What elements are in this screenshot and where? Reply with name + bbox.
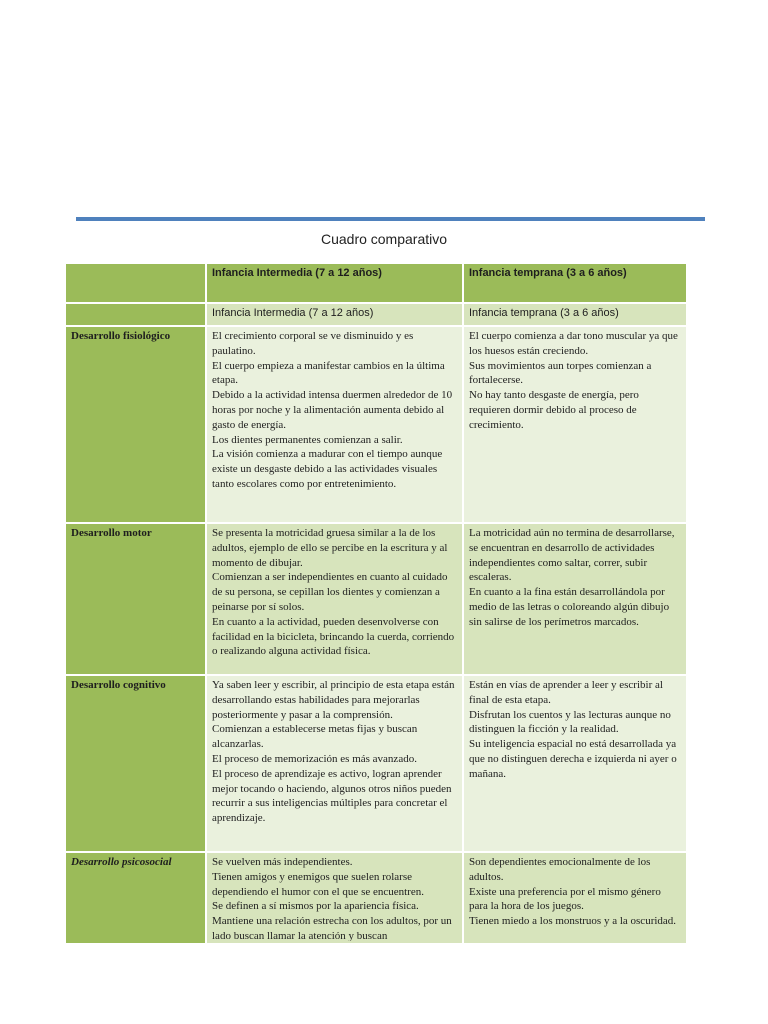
cell-line: Ya saben leer y escribir, al principio de esta etapa están desarrollando estas habilidades para mejorarlas posteriormente y pasar a la comprensión. <box>212 679 455 721</box>
document-title: Cuadro comparativo <box>320 231 448 247</box>
cell-intermedia <box>206 326 463 523</box>
cell-line: No hay tanto desgaste de energía, pero requieren dormir debido al proceso de crecimiento. <box>469 389 639 431</box>
cell-clip <box>212 855 457 941</box>
table-row-cognitivo <box>65 675 687 852</box>
cell-line: Comienzan a ser independientes en cuanto al cuidado de su persona, se cepillan los dientes y comienzan a peinarse por sí solos. <box>212 571 448 613</box>
row-label: Desarrollo fisiológico <box>65 326 206 523</box>
subheader-col-temprana: Infancia temprana (3 a 6 años) <box>463 303 687 326</box>
table-row-motor <box>65 523 687 675</box>
cell-line: Se vuelven más independientes. <box>212 856 353 868</box>
cell-intermedia <box>206 852 463 944</box>
cell-temprana <box>463 326 687 523</box>
cell-line: En cuanto a la fina están desarrollándola por medio de las letras o coloreando algún dibujo sin salirse de los perímetros marcados. <box>469 586 670 628</box>
subheader-empty-cell <box>65 303 206 326</box>
row-label: Desarrollo psicosocial <box>65 852 206 944</box>
cell-temprana <box>463 852 687 944</box>
cell-line: El cuerpo empieza a manifestar cambios en la última etapa. <box>212 359 445 387</box>
header-empty-cell <box>65 263 206 303</box>
cell-line: Los dientes permanentes comienzan a salir. <box>212 433 403 446</box>
cell-line: Se presenta la motricidad gruesa similar a la de los adultos, ejemplo de ello se percibe en la escritura y al momento de dibujar. <box>212 527 448 569</box>
cell-line: Su inteligencia espacial no está desarrollada ya que no distinguen derecha e izquierda ni ayer o mañana. <box>469 738 677 780</box>
header-col-intermedia: Infancia Intermedia (7 a 12 años) <box>206 263 463 303</box>
cell-line: El proceso de aprendizaje es activo, logran aprender mejor tocando o haciendo, algunos otros niños pueden recurrir a sus inteligencias múltiples para concretar el aprendizaje. <box>212 767 452 825</box>
cell-temprana <box>463 523 687 675</box>
cell-line: El crecimiento corporal se ve disminuido y es paulatino. <box>212 330 414 357</box>
cell-line: Existe una preferencia por el mismo género para la hora de los juegos. <box>469 885 661 913</box>
subheader-col-intermedia: Infancia Intermedia (7 a 12 años) <box>206 303 463 326</box>
cell-line: Sus movimientos aun torpes comienzan a fortalecerse. <box>469 359 652 387</box>
cell-line: La visión comienza a madurar con el tiempo aunque existe un desgaste debido a las actividades visuales tanto escolares como por entretenimiento. <box>212 448 443 490</box>
cell-line: Están en vías de aprender a leer y escribir al final de esta etapa. <box>469 679 663 706</box>
cell-intermedia <box>206 675 463 852</box>
cell-temprana <box>463 675 687 852</box>
cell-line: Tienen miedo a los monstruos y a la oscuridad. <box>469 915 677 928</box>
row-label: Desarrollo cognitivo <box>65 675 206 852</box>
cell-line: El proceso de memorización es más avanzado. <box>212 752 417 765</box>
cell-line: Comienzan a establecerse metas fijas y buscan alcanzarlas. <box>212 723 418 751</box>
cell-line: Tienen amigos y enemigos que suelen rolarse dependiendo el humor con el que se encuentren. <box>212 870 424 898</box>
table-row-psicosocial <box>65 852 687 944</box>
row-label: Desarrollo motor <box>65 523 206 675</box>
cell-line: Mantiene una relación estrecha con los adultos, por un lado buscan llamar la atención y buscan <box>212 915 452 941</box>
table-header-row <box>65 263 687 303</box>
cell-line: Son dependientes emocionalmente de los adultos. <box>469 856 651 883</box>
cell-line: La motricidad aún no termina de desarrollarse, se encuentran en desarrollo de actividades independientes como saltar, correr, subir escaleras. <box>469 527 675 584</box>
cell-intermedia <box>206 523 463 675</box>
cell-line: Debido a la actividad intensa duermen alrededor de 10 horas por noche y la alimentación aumenta debido al gasto de energía. <box>212 389 453 431</box>
header-rule <box>76 217 705 221</box>
cell-line: Disfrutan los cuentos y las lecturas aunque no distinguen la ficción y la realidad. <box>469 708 671 736</box>
comparison-table <box>64 262 688 945</box>
cell-clip <box>469 855 681 941</box>
cell-line: Se definen a sí mismos por la apariencia física. <box>212 900 419 913</box>
header-col-temprana: Infancia temprana (3 a 6 años) <box>463 263 687 303</box>
table-row-fisiologico <box>65 326 687 523</box>
cell-line: En cuanto a la actividad, pueden desenvolverse con facilidad en la bicicleta, brincando la cuerda, corriendo o realizando alguna actividad física. <box>212 615 455 658</box>
cell-line: El cuerpo comienza a dar tono muscular ya que los huesos están creciendo. <box>469 330 678 357</box>
table-subheader-row <box>65 303 687 326</box>
